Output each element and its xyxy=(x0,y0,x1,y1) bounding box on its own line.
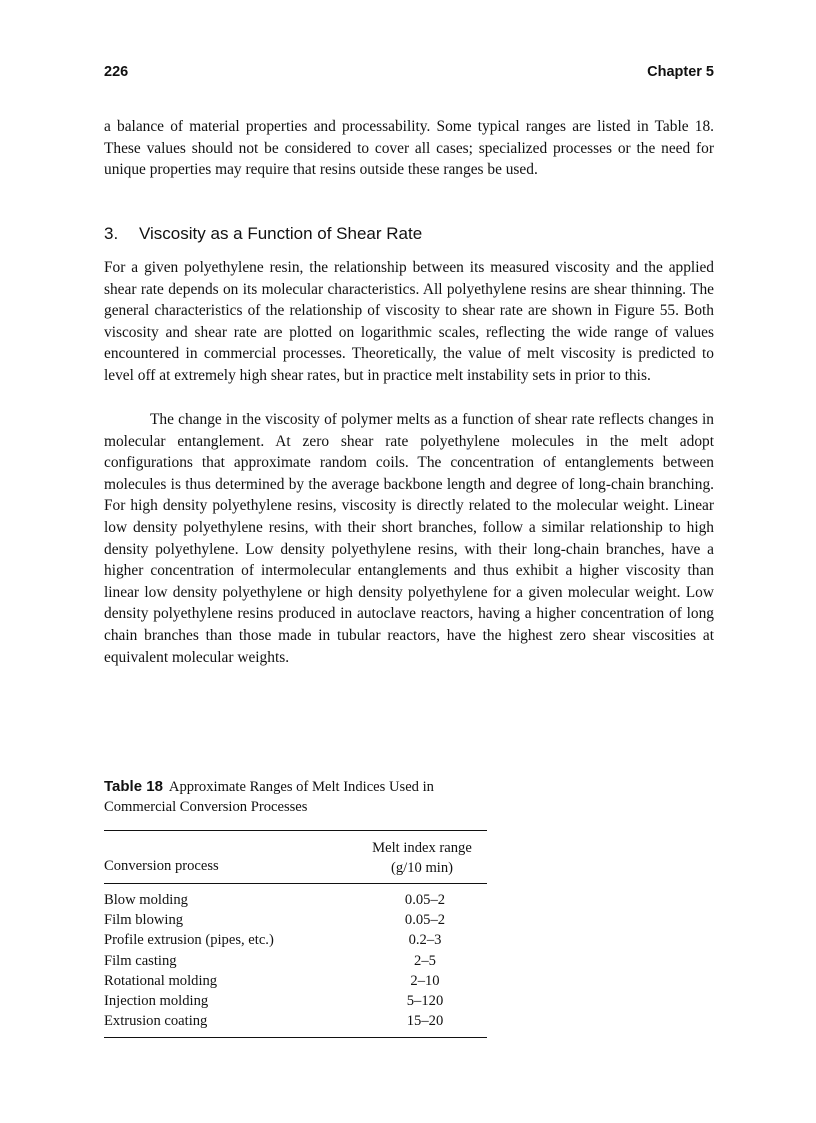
body-paragraph-2: The change in the viscosity of polymer melts as a function of shear rate reflects changes in molecular entanglement. At zero shear rate polyethylene molecules in the melt adopt configurations that approximate random coils. The concentration of entanglements between molecules is thus determined by the average backbone length and degree of long-chain branching. For high density polyethylene resins, viscosity is directly related to the molecular weight. Linear low density polyethylene resins, with their short branches, follow a similar relationship to high density polyethylene. Low density polyethylene resins, with their long-chain branches, have a higher concentration of intermolecular entanglements and thus exhibit a higher viscosity than linear low density polyethylene or high density polyethylene for a given molecular weight. Low density polyethylene resins produced in autoclave reactors, having a higher concentration of long chain branches than those made in tubular reactors, have the highest zero shear viscosities at equivalent molecular weights. xyxy=(104,411,714,666)
melt-index-cell: 2–5 xyxy=(414,952,436,969)
table-row xyxy=(104,991,487,1011)
process-cell: Injection molding xyxy=(104,992,209,1009)
table-body xyxy=(104,884,487,1037)
column-header-process: Conversion process xyxy=(104,858,219,874)
melt-index-cell: 0.05–2 xyxy=(404,912,446,929)
process-cell: Film casting xyxy=(104,952,177,969)
table-row xyxy=(104,910,487,930)
section-heading xyxy=(104,222,714,246)
section-number: 3. xyxy=(104,224,119,243)
table-row xyxy=(104,951,487,971)
melt-index-cell: 5–120 xyxy=(406,992,444,1009)
body-paragraph-1: For a given polyethylene resin, the relationship between its measured viscosity and the applied shear rate depends on its molecular characteristics. All polyethylene resins are shear thinning. The general characteristics of the relationship of viscosity to shear rate are shown in Figure 55. Both viscosity and shear rate are plotted on logarithmic scales, reflecting the wide range of values encountered in commercial processes. Theoretically, the value of melt viscosity is predicted to level off at extremely high shear rates, but in practice melt instability sets in prior to this. xyxy=(104,259,714,384)
section-title: Viscosity as a Function of Shear Rate xyxy=(139,224,423,243)
running-head xyxy=(104,64,714,84)
page-number: 226 xyxy=(104,64,129,80)
melt-index-table xyxy=(104,777,487,1038)
process-cell: Extrusion coating xyxy=(104,1013,208,1030)
process-cell: Blow molding xyxy=(104,892,188,908)
table-caption-text: Approximate Ranges of Melt Indices Used in Commercial Conversion Processes xyxy=(104,779,434,815)
table-row xyxy=(104,890,487,910)
table-caption xyxy=(104,777,487,817)
table-row xyxy=(104,971,487,991)
melt-index-cell: 0.2–3 xyxy=(408,932,442,949)
process-cell: Profile extrusion (pipes, etc.) xyxy=(104,932,274,949)
melt-header-line-1: Melt index range xyxy=(372,840,472,856)
melt-index-cell: 2–10 xyxy=(410,972,440,989)
table-label: Table 18 xyxy=(104,778,163,795)
process-cell: Film blowing xyxy=(104,912,184,929)
process-cell: Rotational molding xyxy=(104,972,218,989)
column-header-melt-index xyxy=(357,838,487,878)
chapter-title: Chapter 5 xyxy=(647,64,714,80)
table-row xyxy=(104,930,487,950)
melt-index-cell: 0.05–2 xyxy=(404,892,446,908)
table-header xyxy=(104,831,487,883)
intro-paragraph: a balance of material properties and processability. Some typical ranges are listed in Table 18. These values should not be considered to cover all cases; specialized processes or the need for unique properties may require that resins outside these ranges be used. xyxy=(104,118,714,179)
melt-header-line-2: (g/10 min) xyxy=(390,860,454,876)
table-row xyxy=(104,1011,487,1031)
melt-index-cell: 15–20 xyxy=(406,1013,444,1030)
table-bottom-rule xyxy=(104,1037,487,1038)
